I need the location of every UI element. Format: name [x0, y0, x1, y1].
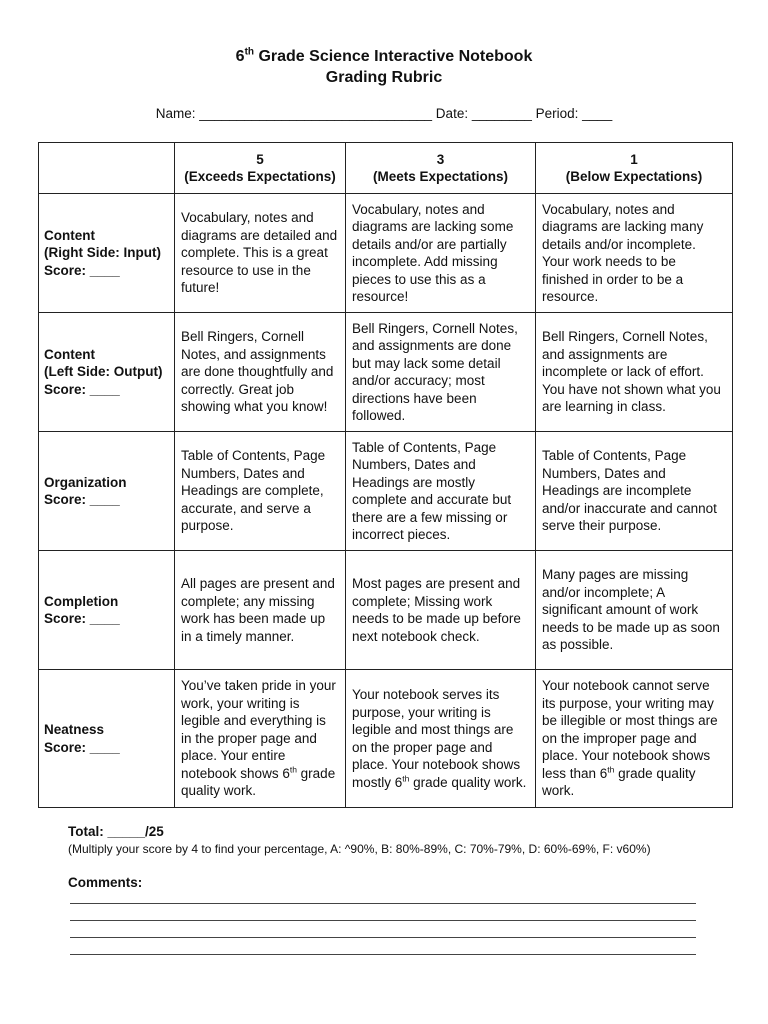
name-date-period-line: Name: _______________________________ Date: ________ Period: ____: [155, 106, 613, 121]
row-score-blank: Score: ____: [44, 381, 120, 397]
grade-suffix: th: [244, 46, 255, 58]
cell-text: You’ve taken pride in your work, your writing is legible and everything is in the proper page and place. Your entire notebook shows 6: [181, 678, 336, 781]
table-cell: Most pages are present and complete; Missing work needs to be made up before next notebook check.: [346, 551, 536, 670]
cell-text: Your notebook serves its purpose, your writing is legible and most things are on the proper page and place. Your notebook shows mostly 6: [352, 687, 521, 790]
row-name: Content: [44, 227, 95, 243]
row-header-completion: [39, 551, 175, 670]
table-cell: [175, 670, 346, 808]
title-line-1: [0, 46, 768, 67]
cell-text: grade quality work.: [409, 774, 527, 790]
comment-line: [70, 954, 696, 955]
table-cell: Bell Ringers, Cornell Notes, and assignments are done thoughtfully and correctly. Great job showing what you know!: [175, 313, 346, 432]
title-line-1-text: Grade Science Interactive Notebook: [254, 48, 533, 65]
percentage-note: (Multiply your score by 4 to find your percentage, A: ^90%, B: 80%-89%, C: 70%-79%, D: 60%-69%, F: v60%): [68, 842, 651, 856]
header-score: 5: [256, 151, 264, 167]
row-name: Completion: [44, 593, 119, 609]
grade-number: 6: [235, 48, 245, 65]
row-name: Content: [44, 346, 95, 362]
row-header-organization: [39, 432, 175, 551]
header-meets: [346, 143, 536, 194]
header-below: [536, 143, 733, 194]
header-score: 1: [630, 151, 638, 167]
table-row: [39, 551, 733, 670]
table-header-row: [39, 143, 733, 194]
row-detail: (Left Side: Output): [44, 364, 163, 380]
ordinal-suffix: th: [402, 773, 410, 783]
cell-text: grade quality work.: [542, 765, 696, 799]
header-label: (Below Expectations): [565, 169, 703, 184]
row-name: Organization: [44, 474, 127, 490]
cell-text: Your notebook cannot serve its purpose, your writing may be illegible or most things are on the improper page and place. Your notebook shows less than 6: [542, 678, 718, 781]
table-cell: Vocabulary, notes and diagrams are detailed and complete. This is a great resource to use in the future!: [175, 194, 346, 313]
header-blank-cell: [39, 143, 175, 194]
row-header-content-input: [39, 194, 175, 313]
header-label: (Exceeds Expectations): [184, 169, 336, 184]
row-detail: (Right Side: Input): [44, 245, 161, 261]
total-score-line: Total: _____/25: [68, 824, 164, 839]
cell-text: grade quality work.: [181, 765, 336, 799]
row-header-neatness: [39, 670, 175, 808]
table-cell: Bell Ringers, Cornell Notes, and assignments are done but may lack some detail and/or accuracy; most directions have been followed.: [346, 313, 536, 432]
table-cell: All pages are present and complete; any missing work has been made up in a timely manner.: [175, 551, 346, 670]
comment-line: [70, 937, 696, 938]
document-title: [0, 46, 768, 88]
comment-line: [70, 920, 696, 921]
table-cell: Bell Ringers, Cornell Notes, and assignments are incomplete or lack of effort. You have not shown what you are learning in class.: [536, 313, 733, 432]
table-row: [39, 670, 733, 808]
table-row: [39, 313, 733, 432]
table-cell: Table of Contents, Page Numbers, Dates and Headings are mostly complete and accurate but there are a few missing or incorrect pieces.: [346, 432, 536, 551]
table-cell: [346, 670, 536, 808]
table-row: [39, 432, 733, 551]
row-score-blank: Score: ____: [44, 611, 120, 626]
header-label: (Meets Expectations): [372, 169, 509, 184]
title-line-2: Grading Rubric: [325, 69, 443, 86]
header-score: 3: [436, 151, 445, 167]
table-cell: Vocabulary, notes and diagrams are lacking some details and/or are partially incomplete. Add missing pieces to use this as a resource!: [346, 194, 536, 313]
row-name: Neatness: [44, 722, 105, 737]
comments-label: Comments:: [68, 875, 143, 890]
row-header-content-output: [39, 313, 175, 432]
grading-rubric-table: [38, 142, 733, 808]
table-row: [39, 194, 733, 313]
table-cell: Table of Contents, Page Numbers, Dates and Headings are incomplete and/or inaccurate and cannot serve their purpose.: [536, 432, 733, 551]
table-cell: [536, 670, 733, 808]
row-score-blank: Score: ____: [44, 739, 120, 755]
ordinal-suffix: th: [607, 764, 615, 775]
table-cell: Vocabulary, notes and diagrams are lacking many details and/or incomplete. Your work needs to be finished in order to be a resource.: [536, 194, 733, 313]
table-cell: Many pages are missing and/or incomplete; A significant amount of work needs to be made up as soon as possible.: [536, 551, 733, 670]
ordinal-suffix: th: [289, 764, 297, 775]
comment-line: [70, 903, 696, 904]
table-cell: Table of Contents, Page Numbers, Dates and Headings are complete, accurate, and serve a purpose.: [175, 432, 346, 551]
row-score-blank: Score: ____: [44, 492, 120, 507]
row-score-blank: Score: ____: [44, 262, 120, 278]
header-exceeds: [175, 143, 346, 194]
